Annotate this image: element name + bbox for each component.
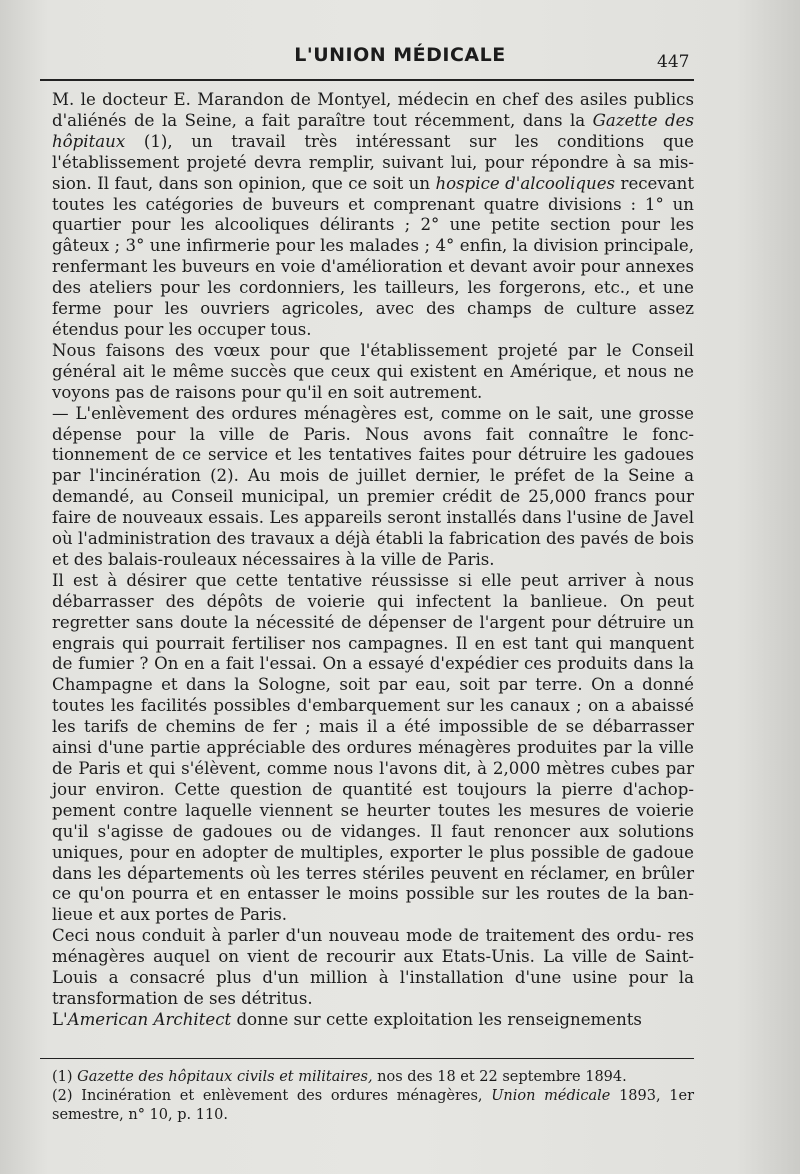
running-title: L'UNION MÉDICALE xyxy=(294,44,506,66)
footnote-2 xyxy=(52,1087,694,1125)
footnote-source-italic: Gazette des hôpitaux civils et militaires, xyxy=(77,1069,373,1085)
line: faire de nouveaux essais. Les appareils seront installés dans l'usine de xyxy=(52,508,648,528)
line: res ménagères auquel on vient de recourir aux Etats-Unis. La ville de xyxy=(52,926,694,967)
line: qu'il s'agisse de gadoues ou de vidanges. Il faut renoncer aux solutions xyxy=(52,821,694,841)
footnote-1 xyxy=(52,1068,694,1087)
line: qui pourrait fertiliser nos campagnes. Il en est tant qui manquent de xyxy=(52,633,695,674)
header-rule xyxy=(40,79,694,81)
line: publics d'aliénés de la Seine, a fait paraître tout récemment, dans la xyxy=(52,90,694,130)
line: M. le docteur E. Marandon de Montyel, médecin en chef des asiles xyxy=(52,90,628,109)
line: Javel où l'administration des travaux a déjà établi la fabrication des pavés xyxy=(52,508,694,549)
line: sans doute la nécessité de dépenser de l'argent pour détruire un engrais xyxy=(52,612,694,653)
line: par l'incinération (2). Au mois de juillet dernier, le préfet de la Seine a xyxy=(52,466,694,486)
line: uniques, pour en adopter de multiples, exporter le plus possible de gadoue xyxy=(52,842,694,862)
line: les tarifs de chemins de fer ; mais il a été impossible de se débarrasser xyxy=(52,717,694,737)
paragraph-6 xyxy=(52,1010,694,1031)
paragraph-5 xyxy=(52,926,694,1010)
line: gâteux ; 3° une infirmerie pour les malades ; 4° enfin, la division principale, xyxy=(52,236,694,256)
line: Saint-Louis a consacré plus d'un million à l'installation d'une usine pour xyxy=(52,947,694,988)
publication-title-italic: American Architect xyxy=(67,1009,232,1029)
line: ferme pour les ouvriers agricoles, avec des champs de culture assez xyxy=(52,299,694,319)
paragraph-2 xyxy=(52,341,694,404)
line: toutes les facilités possibles d'embarquement sur les canaux ; on a abaissé xyxy=(52,696,694,716)
paragraph-3 xyxy=(52,404,694,571)
line: fumier ? On en a fait l'essai. On a essayé d'expédier ces produits dans la xyxy=(78,654,695,674)
line: par jour environ. Cette question de quantité est toujours la pierre d'achop- xyxy=(52,759,695,799)
line: Il est à désirer que cette tentative réussisse si elle peut arriver à nous xyxy=(52,570,694,590)
line: (1), un travail très intéressant sur les conditions que xyxy=(125,131,694,151)
line: Champagne et dans la Sologne, soit par eau, soit par terre. On a donné xyxy=(52,675,694,695)
line: grosse dépense pour la ville de Paris. Nous avons fait connaître le fonc- xyxy=(52,403,694,444)
line: des ateliers pour les cordonniers, les tailleurs, les forgerons, etc., et une xyxy=(52,278,694,298)
line: recevant xyxy=(615,173,694,193)
line: la transformation de ses détritus. xyxy=(52,968,694,1008)
article-body xyxy=(52,90,694,1031)
footnote-text: (2) Incinération et enlèvement des ordures ménagères, xyxy=(52,1088,492,1104)
line: ainsi d'une partie appréciable des ordures ménagères produites par la ville xyxy=(52,738,694,758)
footnote-rule xyxy=(40,1058,694,1059)
emphasis-italic: hospice d'alcooliques xyxy=(435,173,616,193)
line: — L'enlèvement des ordures ménagères est, comme on le sait, une xyxy=(52,403,632,423)
line: dans les départements où les terres stériles peuvent en réclamer, en brûler xyxy=(52,863,694,883)
line: tionnement de ce service et les tentatives faites pour détruire les gadoues xyxy=(52,445,694,465)
paragraph-1 xyxy=(52,90,694,341)
line: ce qu'on pourra et en entasser le moins possible sur les routes de la ban- xyxy=(52,884,694,904)
footnote-marker: (1) xyxy=(52,1069,78,1085)
line: général ait le même succès que ceux qui existent en Amérique, et nous ne xyxy=(52,361,694,381)
line: demandé, au Conseil municipal, un premier crédit de 25,000 francs pour xyxy=(52,487,694,507)
line: Ceci nous conduit à parler d'un nouveau mode de traitement des ordu- xyxy=(52,926,662,946)
line: toutes les catégories de buveurs et comprenant quatre divisions : 1° un xyxy=(52,194,694,214)
footnote-text: 1893, xyxy=(610,1088,661,1104)
journal-title-italic: Gazette des hôpitaux xyxy=(52,110,694,151)
line: donne sur cette exploitation les renseignements xyxy=(231,1009,642,1029)
footnote-source-italic: Union médicale xyxy=(491,1088,611,1104)
line: renfermant les buveurs en voie d'amélioration et devant avoir pour annexes xyxy=(52,257,694,277)
footnote-text: 1er semestre, n° 10, p. 110. xyxy=(52,1088,695,1123)
line: lieue et aux portes de Paris. xyxy=(52,905,288,925)
page-number: 447 xyxy=(657,52,690,72)
line: quartier pour les alcooliques délirants ; 2° une petite section pour les xyxy=(52,215,694,235)
line: étendus pour les occuper tous. xyxy=(52,319,312,339)
line: de bois et des balais-rouleaux nécessaires à la ville de Paris. xyxy=(52,529,694,569)
paragraph-4 xyxy=(52,571,694,926)
footnotes xyxy=(52,1068,694,1125)
line: voyons pas de raisons pour qu'il en soit autrement. xyxy=(52,382,483,402)
line: pement contre laquelle viennent se heurter toutes les mesures de voierie xyxy=(52,800,694,820)
footnote-text: nos des 18 et 22 septembre 1894. xyxy=(372,1069,627,1085)
line: sion. Il faut, dans son opinion, que ce soit un xyxy=(52,173,436,193)
line: L' xyxy=(52,1009,68,1029)
line: l'établissement projeté devra remplir, suivant lui, pour répondre à sa mis- xyxy=(52,152,694,172)
line: Nous faisons des vœux pour que l'établissement projeté par le Conseil xyxy=(52,340,694,360)
line: débarrasser des dépôts de voierie qui infectent la banlieue. On peut regretter xyxy=(52,591,694,632)
line: de Paris et qui s'élèvent, comme nous l'avons dit, à 2,000 mètres cubes xyxy=(52,759,660,778)
